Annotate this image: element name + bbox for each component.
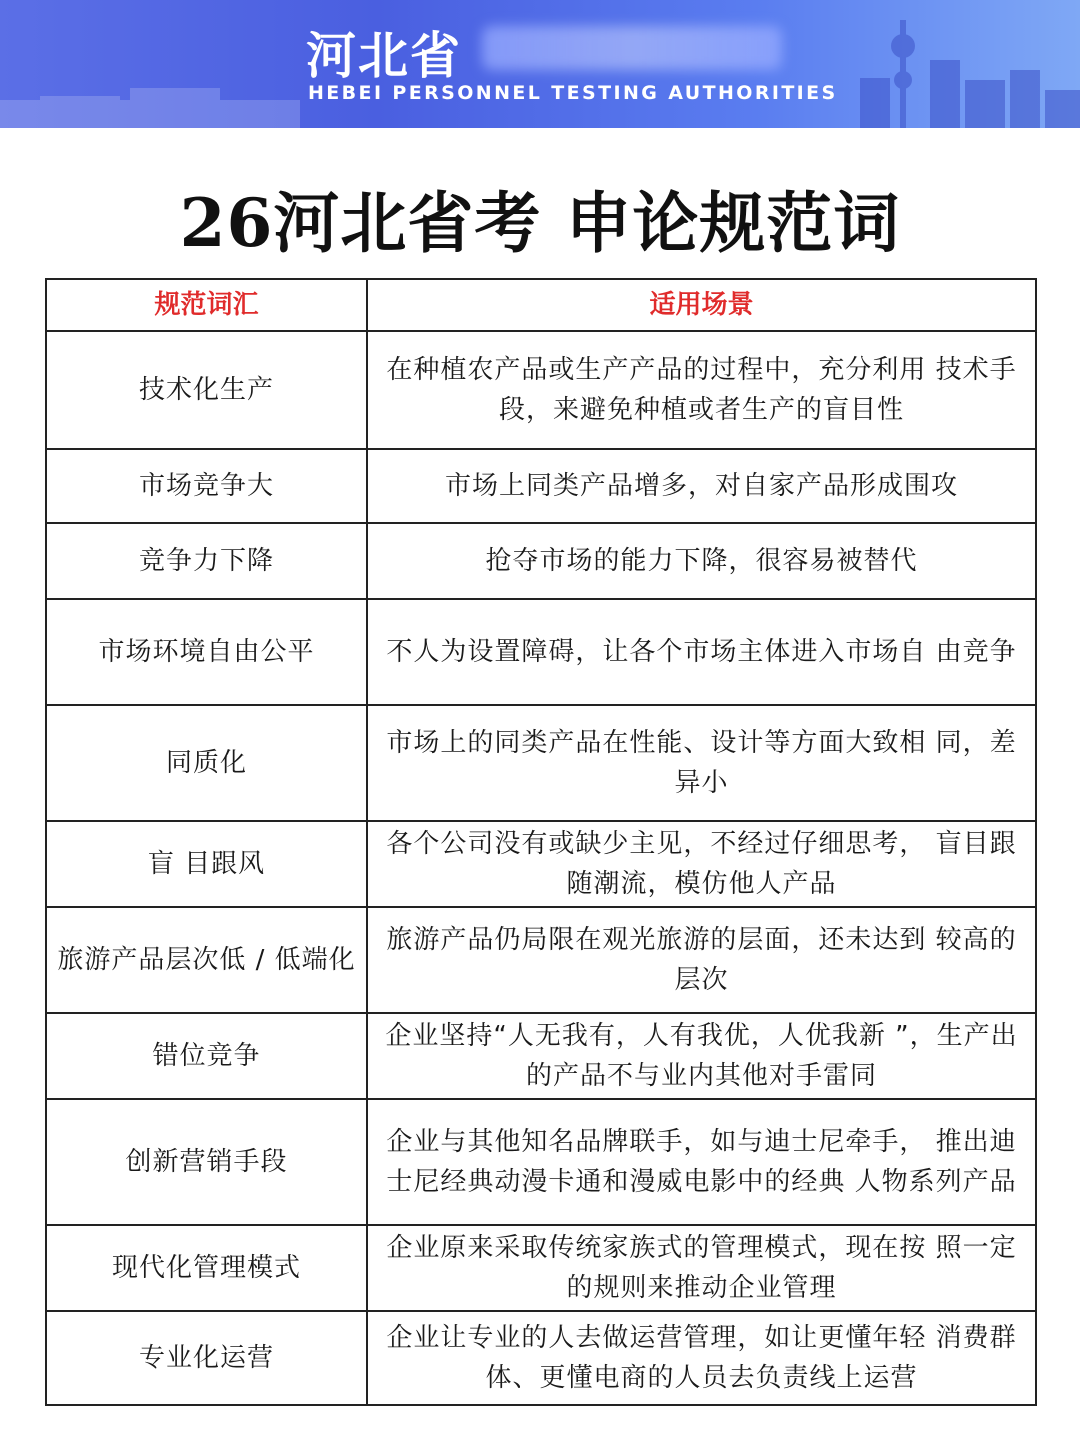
scenario-cell: 市场上同类产品增多，对自家产品形成围攻 — [367, 449, 1036, 523]
term-cell: 技术化生产 — [46, 331, 367, 449]
term-cell: 错位竞争 — [46, 1013, 367, 1099]
scenario-cell: 企业让专业的人去做运营管理，如让更懂年轻 消费群体、更懂电商的人员去负责线上运营 — [367, 1311, 1036, 1405]
term-cell: 同质化 — [46, 705, 367, 821]
scenario-cell: 抢夺市场的能力下降，很容易被替代 — [367, 523, 1036, 599]
term-cell: 市场环境自由公平 — [46, 599, 367, 705]
scenario-cell: 企业坚持“人无我有，人有我优，人优我新 ”，生产出的产品不与业内其他对手雷同 — [367, 1013, 1036, 1099]
banner-subtitle: HEBEI PERSONNEL TESTING AUTHORITIES — [308, 82, 838, 104]
table-row — [46, 599, 1036, 705]
banner-title: 河北省 — [306, 27, 462, 85]
term-cell: 旅游产品层次低 / 低端化 — [46, 907, 367, 1013]
scenario-cell: 市场上的同类产品在性能、设计等方面大致相 同，差异小 — [367, 705, 1036, 821]
table-row — [46, 331, 1036, 449]
table-row — [46, 523, 1036, 599]
table-row — [46, 1311, 1036, 1405]
scenario-cell: 不人为设置障碍，让各个市场主体进入市场自 由竞争 — [367, 599, 1036, 705]
term-cell: 竞争力下降 — [46, 523, 367, 599]
table-row — [46, 1225, 1036, 1311]
table-row — [46, 1013, 1036, 1099]
table-row — [46, 907, 1036, 1013]
scenario-cell: 企业与其他知名品牌联手，如与迪士尼牵手， 推出迪士尼经典动漫卡通和漫威电影中的经典 人物系列产品 — [367, 1099, 1036, 1225]
page-title: 26河北省考 申论规范词 — [179, 184, 901, 262]
scenario-cell: 企业原来采取传统家族式的管理模式，现在按 照一定的规则来推动企业管理 — [367, 1225, 1036, 1311]
scenario-cell: 旅游产品仍局限在观光旅游的层面，还未达到 较高的层次 — [367, 907, 1036, 1013]
header-banner — [0, 0, 1080, 128]
term-cell: 市场竞争大 — [46, 449, 367, 523]
blurred-logo-text — [482, 26, 782, 70]
term-cell: 创新营销手段 — [46, 1099, 367, 1225]
scenario-cell: 在种植农产品或生产产品的过程中，充分利用 技术手段，来避免种植或者生产的盲目性 — [367, 331, 1036, 449]
column-header-scenario: 适用场景 — [367, 279, 1036, 331]
table-row — [46, 705, 1036, 821]
term-cell: 盲 目跟风 — [46, 821, 367, 907]
column-header-term: 规范词汇 — [46, 279, 367, 331]
scenario-cell: 各个公司没有或缺少主见，不经过仔细思考， 盲目跟随潮流，模仿他人产品 — [367, 821, 1036, 907]
table-header-row — [46, 279, 1036, 331]
terms-table — [45, 278, 1037, 1406]
table-row — [46, 449, 1036, 523]
term-cell: 专业化运营 — [46, 1311, 367, 1405]
table-row — [46, 1099, 1036, 1225]
table-row — [46, 821, 1036, 907]
term-cell: 现代化管理模式 — [46, 1225, 367, 1311]
